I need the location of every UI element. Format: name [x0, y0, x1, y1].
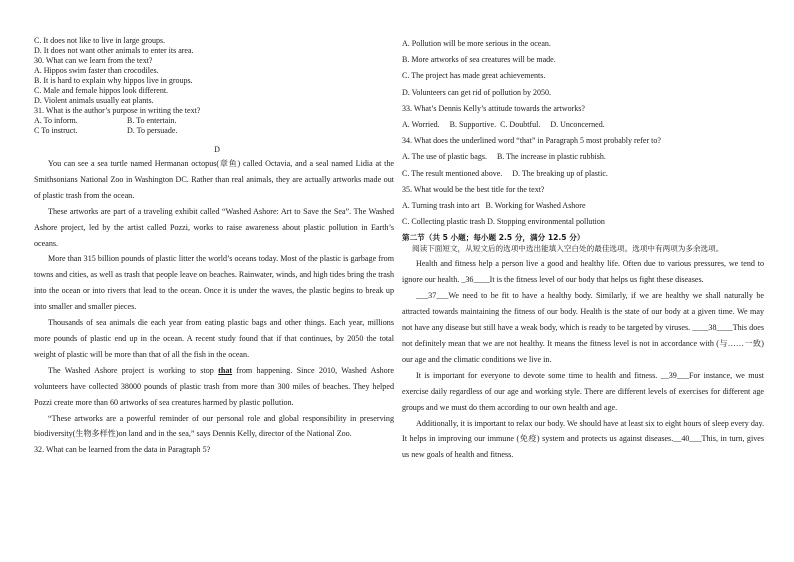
- text-line: D. It does not want other animals to enter its area.: [34, 46, 194, 55]
- option: A. The use of plastic bags. B. The increase in plastic rubbish.: [402, 152, 606, 162]
- question-35: 35. What would be the best title for the text?: [402, 184, 545, 194]
- option: C. Collecting plastic trash D. Stopping environmental pollution: [402, 217, 605, 227]
- option: C. The result mentioned above. D. The breaking up of plastic.: [402, 168, 608, 178]
- paragraph: Additionally, it is important to relax our body. We should have at least six to eight hours of sleep every day. It helps in improving our immune (免疫) system and protects us against diseases.__40___This, in turn, gives us new goals of health and fitness.: [402, 418, 764, 460]
- paragraph-text: from happening. Since 2010, Washed Ashore volunteers have collected 38000 pounds of plastic trash from more than 300 miles of beaches. They helped Pozzi create more than 60 artworks of sea creatures harmed by plastic pollution.: [34, 365, 394, 407]
- paragraph: You can see a sea turtle named Hermanan octopus(章鱼) called Octavia, and a seal named Lidia at the Smithsonians National Zoo in Washington DC. Rather than real animals, they are actually artworks made out of plastic trash from the ocean.: [34, 159, 394, 200]
- passage-d: [34, 156, 394, 458]
- option: A. Pollution will be more serious in the ocean.: [402, 39, 551, 48]
- option: B. It is hard to explain why hippos live in groups.: [34, 76, 193, 85]
- question-30: 30. What can we learn from the text?: [34, 56, 153, 65]
- paragraph: More than 315 billion pounds of plastic litter the world’s oceans today. Most of the plastic is garbage from towns and cities, as well as trash that people leave on beaches. Rainwater, winds, and high tides bring the trash into the ocean or into rivers that lead to the ocean. Once it is under the waves, the plastic begins to break up into smaller and smaller pieces.: [34, 254, 394, 312]
- section-title: 第二节（共 5 小题；每小题 2.5 分，满分 12.5 分）: [402, 233, 585, 243]
- passage-label: D: [214, 145, 220, 154]
- cloze-passage: [402, 256, 764, 463]
- question-31: 31. What is the author’s purpose in writing the text?: [34, 106, 201, 115]
- option: A. Worried. B. Supportive. C. Doubtful. D. Unconcerned.: [402, 120, 605, 130]
- underlined-word: that: [218, 365, 233, 375]
- paragraph: “These artworks are a powerful reminder of our personal role and global responsibility in preserving biodiversity(生物多样性)on land and in the sea,” says Dennis Kelly, director of the National Zoo.: [34, 413, 394, 439]
- paragraph: Thousands of sea animals die each year from eating plastic bags and other things. Each year, millions more pounds of plastic end up in the ocean. A recent study found that if that continues, by 2050 the total weight of plastic will be more than that of all the fish in the ocean.: [34, 318, 394, 359]
- option: C To instruct.: [34, 126, 78, 135]
- paragraph: It is important for everyone to devote some time to health and fitness. __39___For instance, we must exercise daily regardless of our age and working style. There are different levels of exercises for different age groups and we must do them according to our own health and age.: [402, 370, 764, 412]
- option: C. The project has made great achievements.: [402, 71, 546, 81]
- option: B. More artworks of sea creatures will be made.: [402, 55, 556, 65]
- question-33: 33. What’s Dennis Kelly’s attitude towards the artworks?: [402, 103, 585, 113]
- text-line: C. It does not like to live in large groups.: [34, 36, 166, 45]
- right-column: [402, 36, 764, 463]
- paragraph: Health and fitness help a person live a good and healthy life. Often due to various pressures, we tend to ignore our health. _36____It is the fitness level of our body that helps us fight these diseases.: [402, 259, 764, 285]
- paragraph: ___37___We need to be fit to have a healthy body. Similarly, if we are healthy we shall naturally be attracted towards maintaining the fitness of our body. Health is the state of our body at a given time. We may not have any disease but still have a weak body, which is ready to be targeted by viruses. ____38____This does not definitely mean that we are not healthy. It means the fitness level is not in accordance with (与……一致) our age and the climatic conditions we live in.: [402, 291, 764, 364]
- left-column: [34, 36, 394, 458]
- option: A. To inform.: [34, 116, 78, 125]
- question-32: 32. What can be learned from the data in Paragraph 5?: [34, 445, 211, 455]
- option: D. Violent animals usually eat plants.: [34, 96, 154, 105]
- question-block-top: [34, 36, 394, 136]
- option: B. To entertain.: [127, 116, 177, 125]
- q31-options-row-2: [34, 126, 394, 136]
- section-instructions: 阅读下面短文，从短文后的选项中选出能填入空白处的最佳选项。选项中有两项为多余选项。: [412, 244, 724, 254]
- paragraph-text: The Washed Ashore project is working to stop: [48, 365, 219, 375]
- option: A. Hippos swim faster than crocodiles.: [34, 66, 159, 75]
- option: A. Turning trash into art B. Working for Washed Ashore: [402, 201, 586, 211]
- paragraph: These artworks are part of a traveling exhibit called “Washed Ashore: Art to Save the Sea”. The Washed Ashore project, led by the artist called Pozzi, works to raise awareness about plastic pollution in Earth’s oceans.: [34, 206, 394, 248]
- option: C. Male and female hippos look different.: [34, 86, 169, 95]
- paragraph-5: [34, 363, 394, 411]
- q31-options-row-1: [34, 116, 394, 126]
- option: D. Volunteers can get rid of pollution by 2050.: [402, 87, 552, 97]
- option: D. To persuade.: [127, 126, 178, 135]
- question-block-right: [402, 36, 764, 230]
- question-34: 34. What does the underlined word “that” in Paragraph 5 most probably refer to?: [402, 136, 661, 146]
